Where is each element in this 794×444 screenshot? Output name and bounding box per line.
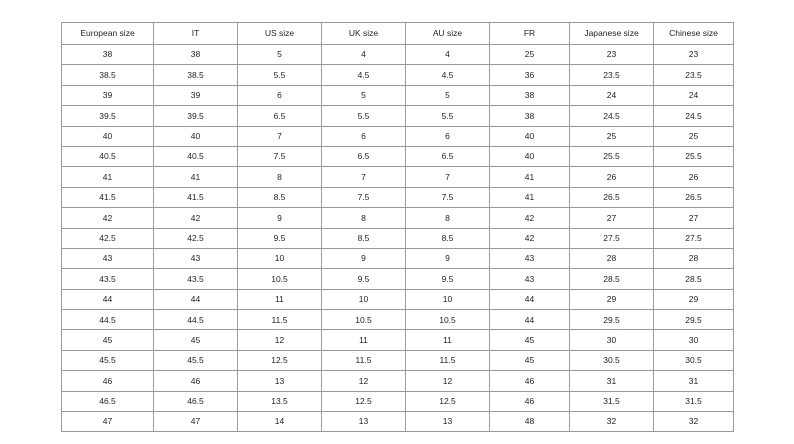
table-row	[62, 310, 734, 330]
table-cell: 46	[490, 371, 570, 391]
table-cell: 42.5	[154, 228, 238, 248]
table-cell: 39	[62, 85, 154, 105]
table-cell: 6	[322, 126, 406, 146]
table-cell: 7	[322, 167, 406, 187]
table-cell: 8	[406, 208, 490, 228]
table-cell: 39.5	[154, 106, 238, 126]
table-cell: 10	[322, 289, 406, 309]
table-cell: 29	[570, 289, 654, 309]
table-cell: 12	[238, 330, 322, 350]
table-cell: 7.5	[238, 146, 322, 166]
table-cell: 45	[62, 330, 154, 350]
table-cell: 11.5	[322, 350, 406, 370]
table-cell: 43.5	[154, 269, 238, 289]
table-cell: 27	[570, 208, 654, 228]
table-cell: 42	[490, 228, 570, 248]
table-cell: 27	[654, 208, 734, 228]
table-cell: 9.5	[406, 269, 490, 289]
table-cell: 41.5	[154, 187, 238, 207]
table-row	[62, 187, 734, 207]
table-cell: 31.5	[570, 391, 654, 411]
table-cell: 25	[570, 126, 654, 146]
table-cell: 44	[154, 289, 238, 309]
table-cell: 38.5	[154, 65, 238, 85]
table-cell: 12.5	[406, 391, 490, 411]
table-cell: 43	[154, 248, 238, 268]
table-cell: 44	[490, 289, 570, 309]
table-cell: 8	[322, 208, 406, 228]
table-cell: 43	[490, 248, 570, 268]
table-cell: 40.5	[62, 146, 154, 166]
table-cell: 30.5	[654, 350, 734, 370]
table-cell: 4	[322, 45, 406, 65]
table-cell: 4	[406, 45, 490, 65]
table-cell: 12.5	[238, 350, 322, 370]
table-cell: 46	[490, 391, 570, 411]
table-row	[62, 330, 734, 350]
table-cell: 26	[570, 167, 654, 187]
table-cell: 26	[654, 167, 734, 187]
table-cell: 45	[490, 350, 570, 370]
column-header-it: IT	[154, 23, 238, 45]
table-cell: 10	[238, 248, 322, 268]
table-cell: 39.5	[62, 106, 154, 126]
table-cell: 4.5	[406, 65, 490, 85]
table-cell: 7.5	[406, 187, 490, 207]
table-cell: 28.5	[654, 269, 734, 289]
table-cell: 44.5	[154, 310, 238, 330]
table-cell: 9	[238, 208, 322, 228]
column-header-japanese-size: Japanese size	[570, 23, 654, 45]
table-cell: 46.5	[62, 391, 154, 411]
table-cell: 13	[322, 412, 406, 432]
column-header-au-size: AU size	[406, 23, 490, 45]
table-row	[62, 208, 734, 228]
table-cell: 10.5	[322, 310, 406, 330]
table-cell: 36	[490, 65, 570, 85]
table-cell: 45	[154, 330, 238, 350]
table-cell: 27.5	[570, 228, 654, 248]
table-cell: 23	[570, 45, 654, 65]
column-header-us-size: US size	[238, 23, 322, 45]
table-cell: 25	[490, 45, 570, 65]
table-cell: 6.5	[238, 106, 322, 126]
table-row	[62, 391, 734, 411]
table-cell: 45.5	[154, 350, 238, 370]
table-cell: 7	[406, 167, 490, 187]
table-cell: 40	[154, 126, 238, 146]
table-cell: 9	[406, 248, 490, 268]
table-cell: 13	[406, 412, 490, 432]
table-cell: 5.5	[322, 106, 406, 126]
table-row	[62, 269, 734, 289]
table-cell: 28	[570, 248, 654, 268]
table-cell: 27.5	[654, 228, 734, 248]
table-cell: 42	[62, 208, 154, 228]
table-cell: 31	[654, 371, 734, 391]
table-cell: 29	[654, 289, 734, 309]
table-cell: 13	[238, 371, 322, 391]
table-row	[62, 126, 734, 146]
table-cell: 8.5	[322, 228, 406, 248]
table-cell: 11	[406, 330, 490, 350]
table-cell: 24	[570, 85, 654, 105]
table-cell: 8.5	[238, 187, 322, 207]
column-header-chinese-size: Chinese size	[654, 23, 734, 45]
table-row	[62, 228, 734, 248]
table-cell: 40.5	[154, 146, 238, 166]
shoe-size-conversion-table	[61, 22, 734, 432]
table-cell: 32	[570, 412, 654, 432]
table-cell: 47	[154, 412, 238, 432]
table-cell: 10.5	[238, 269, 322, 289]
table-cell: 28	[654, 248, 734, 268]
table-cell: 31	[570, 371, 654, 391]
table-cell: 26.5	[654, 187, 734, 207]
table-header	[62, 23, 734, 45]
table-cell: 42.5	[62, 228, 154, 248]
table-cell: 12	[406, 371, 490, 391]
table-cell: 10	[406, 289, 490, 309]
table-cell: 41.5	[62, 187, 154, 207]
table-cell: 43.5	[62, 269, 154, 289]
table-cell: 30	[654, 330, 734, 350]
column-header-fr: FR	[490, 23, 570, 45]
table-row	[62, 85, 734, 105]
table-cell: 25.5	[654, 146, 734, 166]
table-cell: 42	[490, 208, 570, 228]
table-cell: 40	[490, 126, 570, 146]
table-cell: 43	[490, 269, 570, 289]
table-row	[62, 412, 734, 432]
table-cell: 6.5	[322, 146, 406, 166]
table-cell: 5.5	[238, 65, 322, 85]
table-cell: 40	[62, 126, 154, 146]
table-cell: 46	[154, 371, 238, 391]
table-row	[62, 106, 734, 126]
table-cell: 38	[62, 45, 154, 65]
table-cell: 44.5	[62, 310, 154, 330]
table-cell: 24.5	[654, 106, 734, 126]
table-cell: 11.5	[406, 350, 490, 370]
table-cell: 41	[62, 167, 154, 187]
table-cell: 38.5	[62, 65, 154, 85]
table-cell: 23.5	[570, 65, 654, 85]
table-cell: 42	[154, 208, 238, 228]
table-cell: 45	[490, 330, 570, 350]
table-cell: 6	[238, 85, 322, 105]
table-cell: 11	[322, 330, 406, 350]
table-cell: 44	[490, 310, 570, 330]
table-cell: 23.5	[654, 65, 734, 85]
table-body	[62, 45, 734, 432]
table-row	[62, 248, 734, 268]
table-cell: 14	[238, 412, 322, 432]
table-row	[62, 289, 734, 309]
table-row	[62, 167, 734, 187]
table-cell: 7.5	[322, 187, 406, 207]
table-cell: 32	[654, 412, 734, 432]
table-cell: 43	[62, 248, 154, 268]
table-cell: 45.5	[62, 350, 154, 370]
table-cell: 38	[154, 45, 238, 65]
table-cell: 5.5	[406, 106, 490, 126]
table-cell: 41	[490, 187, 570, 207]
table-cell: 6	[406, 126, 490, 146]
table-cell: 30.5	[570, 350, 654, 370]
table-cell: 5	[406, 85, 490, 105]
table-header-row	[62, 23, 734, 45]
table-row	[62, 45, 734, 65]
table-cell: 11	[238, 289, 322, 309]
table-cell: 25	[654, 126, 734, 146]
table-cell: 41	[490, 167, 570, 187]
table-cell: 5	[238, 45, 322, 65]
table-cell: 9.5	[238, 228, 322, 248]
table-cell: 29.5	[570, 310, 654, 330]
table-cell: 12.5	[322, 391, 406, 411]
table-cell: 24.5	[570, 106, 654, 126]
table-cell: 7	[238, 126, 322, 146]
table-cell: 10.5	[406, 310, 490, 330]
table-cell: 28.5	[570, 269, 654, 289]
table-cell: 25.5	[570, 146, 654, 166]
table-row	[62, 65, 734, 85]
table-cell: 8.5	[406, 228, 490, 248]
table-cell: 44	[62, 289, 154, 309]
table-row	[62, 146, 734, 166]
column-header-uk-size: UK size	[322, 23, 406, 45]
table-cell: 29.5	[654, 310, 734, 330]
table-cell: 46.5	[154, 391, 238, 411]
table-cell: 38	[490, 85, 570, 105]
table-row	[62, 350, 734, 370]
table-cell: 40	[490, 146, 570, 166]
table-cell: 11.5	[238, 310, 322, 330]
table-cell: 31.5	[654, 391, 734, 411]
table-cell: 9.5	[322, 269, 406, 289]
table-cell: 38	[490, 106, 570, 126]
table-cell: 12	[322, 371, 406, 391]
table-cell: 23	[654, 45, 734, 65]
table-cell: 24	[654, 85, 734, 105]
table-cell: 39	[154, 85, 238, 105]
table-cell: 8	[238, 167, 322, 187]
table-cell: 4.5	[322, 65, 406, 85]
table-row	[62, 371, 734, 391]
table-cell: 5	[322, 85, 406, 105]
table-cell: 30	[570, 330, 654, 350]
table-cell: 9	[322, 248, 406, 268]
table-cell: 41	[154, 167, 238, 187]
column-header-european-size: European size	[62, 23, 154, 45]
table-cell: 46	[62, 371, 154, 391]
table-cell: 48	[490, 412, 570, 432]
table-cell: 47	[62, 412, 154, 432]
table-cell: 6.5	[406, 146, 490, 166]
table-cell: 13.5	[238, 391, 322, 411]
table-cell: 26.5	[570, 187, 654, 207]
